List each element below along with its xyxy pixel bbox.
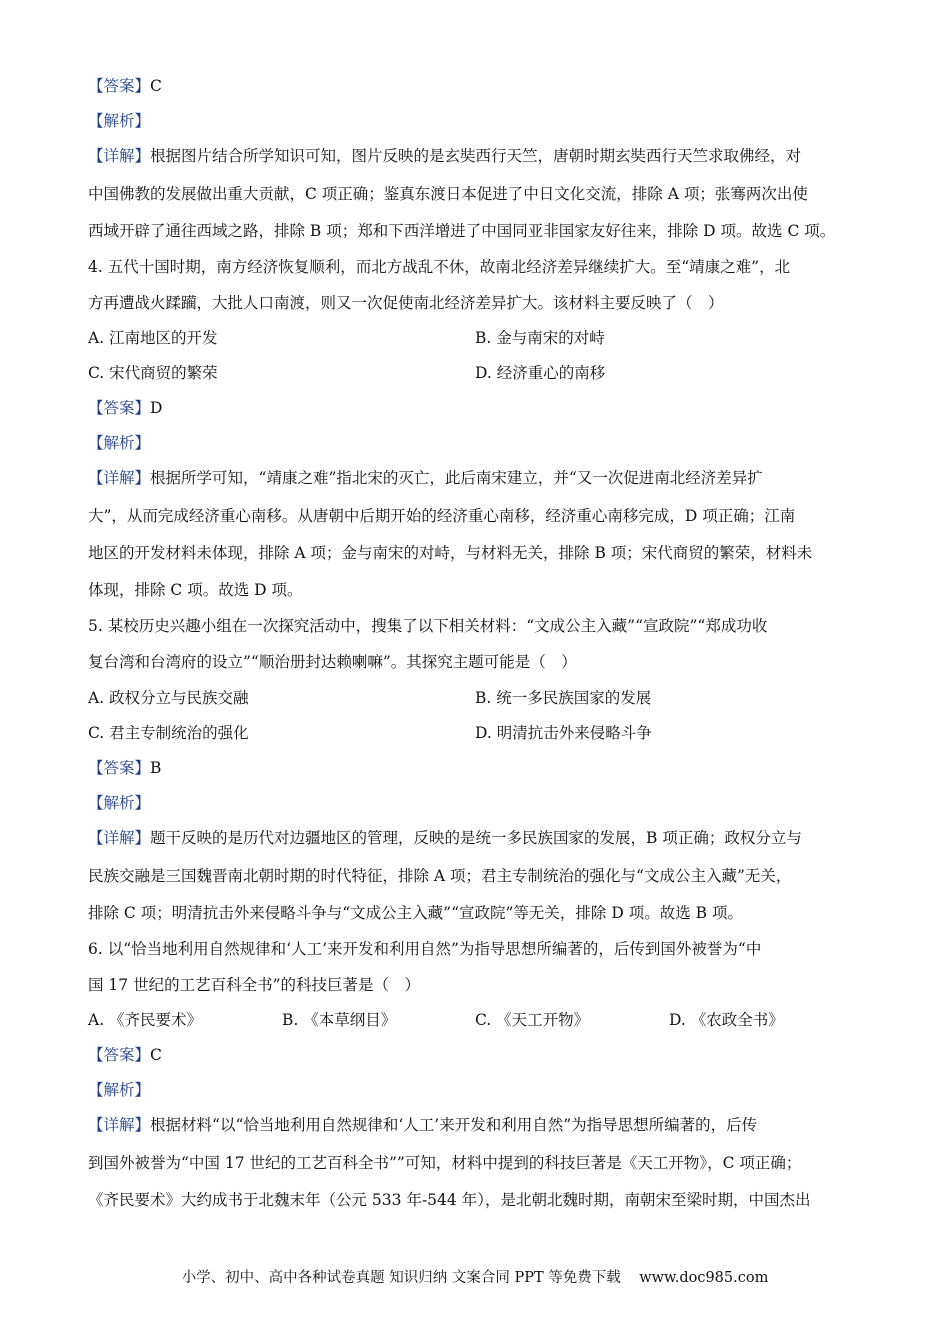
q5-option-c: C. 君主专制统治的强化 xyxy=(88,724,249,742)
q5-analysis-tag: 【解析】 xyxy=(88,794,151,812)
q4-detail-line-1 xyxy=(88,468,763,488)
answer-value: C xyxy=(150,1046,162,1064)
q4-detail-line-4: 体现，排除 C 项。故选 D 项。 xyxy=(88,581,303,599)
q4-detail-line-2: 大”，从而完成经济重心南移。从唐朝中后期开始的经济重心南移，经济重心南移完成，D 项正确；江南 xyxy=(88,507,796,525)
q6-detail-line-3: 《齐民要术》大约成书于北魏末年（公元 533 年-544 年），是北朝北魏时期，南朝宋至梁时期，中国杰出 xyxy=(88,1191,811,1209)
q4-stem-line-2: 方再遭战火蹂躏，大批人口南渡，则又一次促使南北经济差异扩大。该材料主要反映了（ ） xyxy=(88,294,724,312)
q6-answer xyxy=(88,1045,162,1065)
answer-tag: 【答案】 xyxy=(88,759,151,777)
answer-value: C xyxy=(150,77,162,95)
answer-tag: 【答案】 xyxy=(88,1046,151,1064)
detail-text: 题干反映的是历代对边疆地区的管理，反映的是统一多民族国家的发展，B 项正确；政权分立与 xyxy=(150,829,802,847)
detail-tag: 【详解】 xyxy=(88,147,151,165)
q4-stem-line-1: 4. 五代十国时期，南方经济恢复顺利，而北方战乱不休，故南北经济差异继续扩大。至“靖康之难”，北 xyxy=(88,258,791,276)
detail-text: 根据图片结合所学知识可知，图片反映的是玄奘西行天竺，唐朝时期玄奘西行天竺求取佛经，对 xyxy=(150,147,802,165)
answer-tag: 【答案】 xyxy=(88,77,151,95)
detail-tag: 【详解】 xyxy=(88,469,151,487)
answer-value: B xyxy=(150,759,162,777)
q3-detail-line-2: 中国佛教的发展做出重大贡献，C 项正确；鉴真东渡日本促进了中日文化交流，排除 A 项；张骞两次出使 xyxy=(88,185,808,203)
detail-tag: 【详解】 xyxy=(88,1116,151,1134)
footer-text: 小学、初中、高中各种试卷真题 知识归纳 文案合同 PPT 等免费下载 xyxy=(181,1270,621,1286)
answer-value: D xyxy=(150,399,163,417)
detail-tag: 【详解】 xyxy=(88,829,151,847)
q5-option-a: A. 政权分立与民族交融 xyxy=(88,689,249,707)
q3-detail-line-1 xyxy=(88,146,801,166)
q3-answer xyxy=(88,76,162,96)
q3-detail-line-3: 西域开辟了通往西域之路，排除 B 项；郑和下西洋增进了中国同亚非国家友好往来，排除 D 项。故选 C 项。 xyxy=(88,222,836,240)
q4-answer xyxy=(88,398,162,418)
q5-option-d: D. 明清抗击外来侵略斗争 xyxy=(475,724,652,742)
q4-option-c: C. 宋代商贸的繁荣 xyxy=(88,364,218,382)
detail-text: 根据所学可知，“靖康之难”指北宋的灭亡，此后南宋建立，并“又一次促进南北经济差异扩 xyxy=(150,469,763,487)
q6-detail-line-1 xyxy=(88,1115,757,1135)
page-footer xyxy=(0,1268,950,1288)
q6-option-c: C. 《天工开物》 xyxy=(475,1011,590,1029)
q3-analysis-tag: 【解析】 xyxy=(88,112,151,130)
q4-option-b: B. 金与南宋的对峙 xyxy=(475,329,605,347)
q5-stem-line-1: 5. 某校历史兴趣小组在一次探究活动中，搜集了以下相关材料：“文成公主入藏”“宣政院”“郑成功收 xyxy=(88,617,768,635)
q6-option-b: B. 《本草纲目》 xyxy=(282,1011,397,1029)
q4-detail-line-3: 地区的开发材料未体现，排除 A 项；金与南宋的对峙，与材料无关，排除 B 项；宋代商贸的繁荣，材料未 xyxy=(88,544,813,562)
q6-stem-line-2: 国 17 世纪的工艺百科全书”的科技巨著是（ ） xyxy=(88,976,421,994)
footer-link[interactable]: www.doc985.com xyxy=(639,1270,769,1286)
q4-option-d: D. 经济重心的南移 xyxy=(475,364,606,382)
q5-stem-line-2: 复台湾和台湾府的设立”“顺治册封达赖喇嘛”。其探究主题可能是（ ） xyxy=(88,653,577,671)
q6-detail-line-2: 到国外被誉为“中国 17 世纪的工艺百科全书””可知，材料中提到的科技巨著是《天工开物》，C 项正确； xyxy=(88,1154,802,1172)
detail-text: 根据材料“以“恰当地利用自然规律和‘人工’来开发和利用自然”为指导思想所编著的，后传 xyxy=(150,1116,758,1134)
q5-detail-line-2: 民族交融是三国魏晋南北朝时期的时代特征，排除 A 项；君主专制统治的强化与“文成公主入藏”无关， xyxy=(88,867,792,885)
q6-option-d: D. 《农政全书》 xyxy=(669,1011,784,1029)
answer-tag: 【答案】 xyxy=(88,399,151,417)
q5-detail-line-1 xyxy=(88,828,802,848)
q6-stem-line-1: 6. 以“恰当地利用自然规律和‘人工’来开发和利用自然”为指导思想所编著的，后传到国外被誉为“中 xyxy=(88,940,762,958)
q5-detail-line-3: 排除 C 项；明清抗击外来侵略斗争与“文成公主入藏”“宣政院”等无关，排除 D 项。故选 B 项。 xyxy=(88,904,743,922)
q4-option-a: A. 江南地区的开发 xyxy=(88,329,218,347)
q6-option-a: A. 《齐民要术》 xyxy=(88,1011,203,1029)
q6-analysis-tag: 【解析】 xyxy=(88,1081,151,1099)
q5-answer xyxy=(88,758,161,778)
q5-option-b: B. 统一多民族国家的发展 xyxy=(475,689,652,707)
q4-analysis-tag: 【解析】 xyxy=(88,434,151,452)
